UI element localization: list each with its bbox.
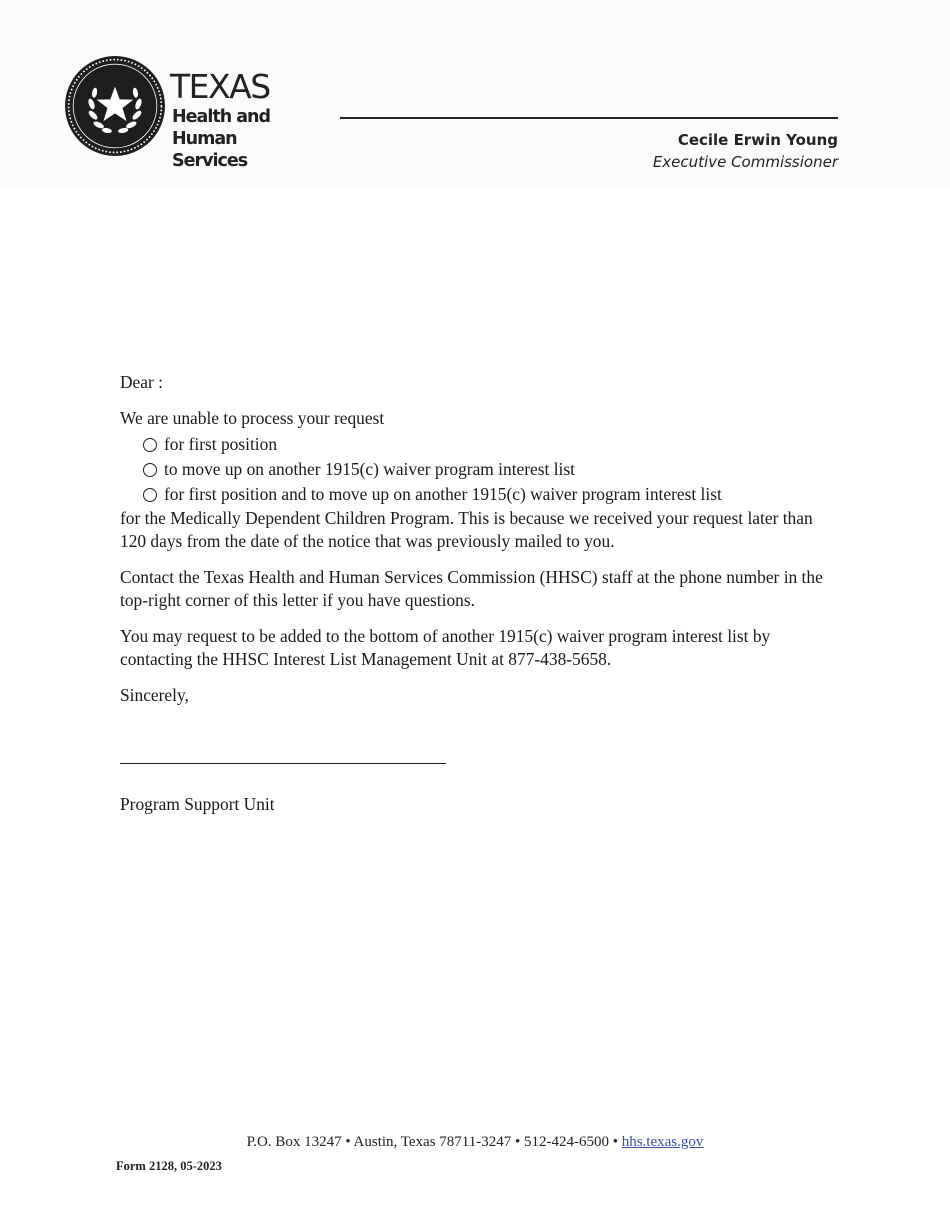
website-link[interactable]: hhs.texas.gov bbox=[621, 1134, 704, 1150]
commissioner-title: Executive Commissioner bbox=[652, 153, 838, 171]
form-id: Form 2128, 05-2023 bbox=[116, 1159, 222, 1173]
header-divider bbox=[340, 117, 838, 119]
option-first-position[interactable] bbox=[120, 432, 840, 457]
footer-address-text: P.O. Box 13247 • Austin, Texas 78711-3247 • 512-424-6500 • bbox=[246, 1134, 622, 1150]
closing: Sincerely, bbox=[120, 685, 189, 705]
radio-circle-icon[interactable] bbox=[143, 438, 157, 452]
footer-address bbox=[0, 1134, 950, 1151]
radio-circle-icon[interactable] bbox=[143, 488, 157, 502]
salutation: Dear : bbox=[120, 372, 163, 392]
option-label: for first position bbox=[164, 434, 278, 455]
brand-texas: TEXAS bbox=[170, 67, 270, 106]
reason-paragraph: for the Medically Dependent Children Program. This is because we received your request later than 120 days from the date of the notice that was previously mailed to you. bbox=[120, 508, 813, 551]
option-label: for first position and to move up on another 1915(c) waiver program interest list bbox=[164, 484, 722, 505]
request-paragraph: You may request to be added to the bottom of another 1915(c) waiver program interest list by contacting the HHSC Interest List Management Unit at 877-438-5658. bbox=[120, 626, 771, 669]
texas-seal-logo bbox=[64, 55, 166, 157]
brand-subtitle-line2: Services bbox=[172, 151, 248, 171]
brand-subtitle bbox=[172, 106, 337, 172]
option-first-and-move-up[interactable] bbox=[120, 482, 840, 507]
signer-name: Program Support Unit bbox=[120, 794, 275, 814]
option-move-up[interactable] bbox=[120, 457, 840, 482]
option-label: to move up on another 1915(c) waiver program interest list bbox=[164, 459, 575, 480]
radio-circle-icon[interactable] bbox=[143, 463, 157, 477]
commissioner-name: Cecile Erwin Young bbox=[677, 131, 838, 149]
brand-subtitle-line1: Health and Human bbox=[172, 107, 271, 149]
contact-paragraph: Contact the Texas Health and Human Services Commission (HHSC) staff at the phone number in the top-right corner of this letter if you have questions. bbox=[120, 567, 823, 610]
signature-line bbox=[120, 763, 446, 764]
intro-text: We are unable to process your request bbox=[120, 407, 385, 428]
letter-body bbox=[120, 371, 840, 707]
